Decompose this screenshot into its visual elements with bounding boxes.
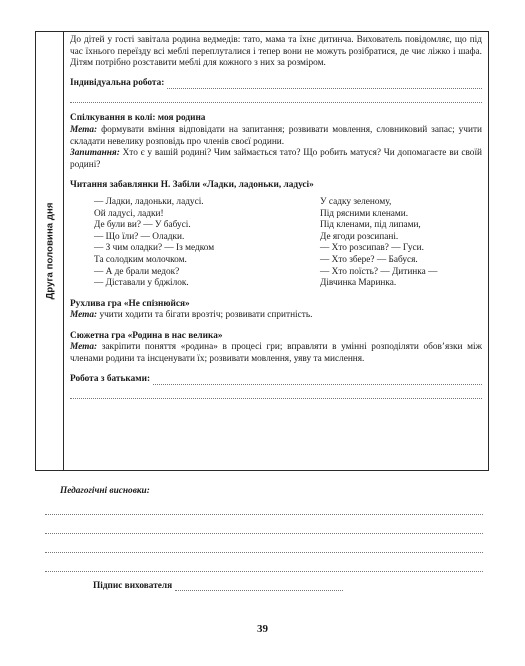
- game1-section: [70, 299, 482, 322]
- game1-goal-label: Мета:: [70, 310, 98, 321]
- poem-column-1: [70, 197, 320, 290]
- game2-section: [70, 331, 482, 366]
- conclusions-line-3[interactable]: [45, 551, 483, 553]
- poem-line: Дівчинка Маринка.: [320, 278, 397, 289]
- poem-line: — А де брали медок?: [94, 266, 180, 277]
- circle-title: Спілкування в колі: моя родина: [70, 113, 206, 124]
- game2-goal-label: Мета:: [70, 342, 98, 353]
- intro-paragraph: До дітей у гості завітала родина ведмедів: тато, мама та їхнє дитинча. Вихователь повідомляє, що під час їхнього переїзду всі меблі переплуталися і тепер вони не можуть розібратися, де чиє ліжко і шафа. Дітям потрібно розставити меблі для кожного з них за розміром.: [70, 35, 482, 69]
- day-plan-table: [35, 31, 489, 471]
- game1-goal: [70, 310, 482, 322]
- game2-goal: [70, 342, 482, 365]
- conclusions-line-4[interactable]: [45, 570, 483, 572]
- circle-questions-text: Хто є у вашій родині? Чим займається тато? Що робить матуся? Чи допомагаєте ви своїй родині?: [70, 148, 482, 170]
- poem-line: — Хто збере? — Бабуся.: [320, 254, 418, 265]
- individual-work-label: Індивідуальна робота:: [70, 77, 165, 88]
- poem-line: Ой ладусі, ладки!: [94, 208, 164, 219]
- game2-title: Сюжетна гра «Родина в нас велика»: [70, 330, 223, 341]
- circle-questions-label: Запитання:: [70, 148, 120, 159]
- poem-line: Та солодким молочком.: [94, 254, 187, 265]
- circle-goal: [70, 125, 482, 148]
- game1-goal-text: учити ходити та бігати врозтіч; розвивати спритність.: [97, 310, 313, 321]
- poem-line: Де були ви? — У бабусі.: [94, 220, 191, 231]
- parents-work-line: [70, 374, 482, 386]
- signature-line: [93, 581, 343, 591]
- side-column: [36, 32, 64, 470]
- poem-line: Під рясними кленами.: [320, 208, 409, 219]
- side-label: Друга половина дня: [44, 202, 55, 300]
- poem-line: — Діставали у бджілок.: [94, 278, 189, 289]
- signature-label: Підпис вихователя: [93, 581, 173, 591]
- game2-goal-text: закріпити поняття «родина» в процесі гри; вправляти в умінні розподіляти обов’язки між членами родини та інсценувати їх; розвивати мовлення, уяву та мислення.: [70, 342, 482, 365]
- poem-line: — Хто поїсть? — Дитинка —: [320, 266, 438, 277]
- reading-section: [70, 180, 482, 289]
- poem-line: — Хто розсипав? — Гуси.: [320, 243, 424, 254]
- poem-line: Під кленами, під липами,: [320, 220, 421, 231]
- poem-line: У садку зеленому,: [320, 196, 392, 207]
- poem-line: — Що їли? — Оладки.: [94, 231, 185, 242]
- parents-work-label: Робота з батьками:: [70, 373, 151, 384]
- individual-work-fill-2[interactable]: [70, 89, 482, 103]
- individual-work-line: [70, 78, 482, 90]
- signature-fill[interactable]: [175, 582, 343, 591]
- conclusions-line-2[interactable]: [45, 532, 483, 534]
- circle-section: [70, 113, 482, 171]
- parents-work-fill-2[interactable]: [70, 385, 482, 399]
- parents-work-fill[interactable]: [153, 376, 482, 385]
- reading-title: Читання забавлянки Н. Забіли «Ладки, ладоньки, ладусі»: [70, 180, 314, 191]
- game1-title: Рухлива гра «Не спізнюйся»: [70, 298, 190, 309]
- circle-questions: [70, 148, 482, 171]
- poem-line: Де ягоди розсипані.: [320, 231, 399, 242]
- circle-goal-label: Мета:: [70, 124, 98, 135]
- poem-column-2: [320, 197, 482, 290]
- poem-line: — Ладки, ладоньки, ладусі.: [94, 196, 204, 207]
- plan-content: [64, 32, 488, 470]
- conclusions-line-1[interactable]: [45, 513, 483, 515]
- circle-goal-text: формувати вміння відповідати на запитання; розвивати мовлення, словниковий запас; учити складати невелику розповідь про членів своєї родини.: [70, 124, 482, 147]
- conclusions-label: Педагогічні висновки:: [60, 486, 150, 496]
- poem: [70, 197, 482, 290]
- page-number: 39: [257, 623, 268, 635]
- individual-work-fill[interactable]: [167, 80, 482, 89]
- poem-line: — З чим оладки? — Із медком: [94, 243, 215, 254]
